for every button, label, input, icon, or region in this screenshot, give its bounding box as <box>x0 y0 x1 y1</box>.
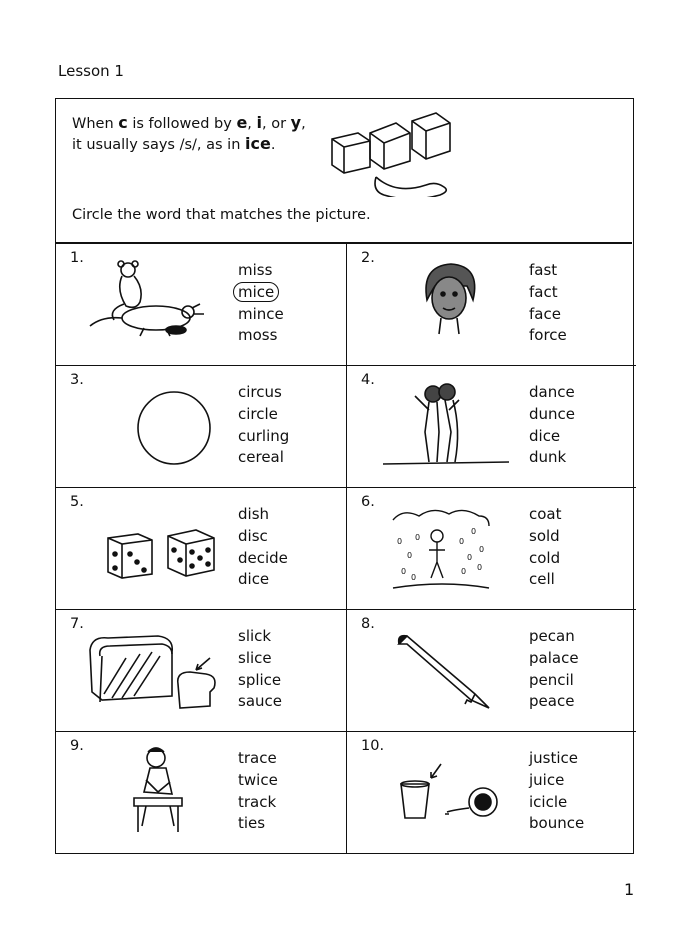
word-option[interactable]: slick <box>238 627 272 645</box>
word-choices <box>529 260 567 347</box>
rule-text: When <box>72 116 119 132</box>
dancers-icon <box>383 380 513 474</box>
word-choices <box>238 626 282 713</box>
exercise-item-4 <box>346 366 636 488</box>
word-option[interactable]: track <box>238 792 277 811</box>
word-option[interactable]: dunk <box>529 448 567 467</box>
word-option[interactable]: fact <box>529 282 558 301</box>
word-option[interactable]: sauce <box>238 692 282 711</box>
rule-box <box>56 99 632 244</box>
svg-text:0: 0 <box>415 533 421 542</box>
word-choices <box>529 626 579 713</box>
rule-letter-i: i <box>256 113 262 132</box>
word-option[interactable]: icicle <box>529 792 568 811</box>
word-option[interactable]: miss <box>238 261 273 279</box>
svg-text:0: 0 <box>397 537 403 546</box>
word-option[interactable]: dish <box>238 505 270 523</box>
word-option[interactable]: bounce <box>529 814 585 833</box>
word-option[interactable]: force <box>529 326 567 345</box>
rule-letter-c: c <box>118 113 128 132</box>
svg-text:0: 0 <box>467 553 473 562</box>
word-choices <box>238 382 289 469</box>
rule-text: , <box>301 116 306 132</box>
phonics-rule <box>72 113 362 155</box>
word-option[interactable]: palace <box>529 648 579 667</box>
rule-example-ice: ice <box>245 134 271 153</box>
word-option[interactable]: mince <box>238 304 284 323</box>
juice-glass-icon <box>395 760 505 834</box>
cold-rain-icon <box>387 504 497 598</box>
rule-letter-y: y <box>290 113 302 132</box>
word-option-circled[interactable]: mice <box>233 282 279 302</box>
word-choices <box>529 504 562 591</box>
face-icon <box>419 260 479 344</box>
twice-boy-icon <box>126 744 196 843</box>
item-number: 1. <box>70 250 84 266</box>
word-choices <box>529 382 575 469</box>
word-option[interactable]: cold <box>529 548 561 567</box>
item-number: 7. <box>70 616 84 632</box>
exercise-item-6 <box>346 488 636 610</box>
word-option[interactable]: curling <box>238 426 290 445</box>
word-option[interactable]: twice <box>238 770 278 789</box>
word-option[interactable]: sold <box>529 526 560 545</box>
dice-icon <box>104 526 224 590</box>
lesson-title: Lesson 1 <box>58 62 124 80</box>
bread-slice-icon <box>82 630 232 724</box>
item-number: 2. <box>361 250 375 266</box>
pencil-icon <box>393 634 493 718</box>
word-option[interactable]: dice <box>238 570 270 589</box>
worksheet <box>55 98 634 854</box>
word-option[interactable]: splice <box>238 670 282 689</box>
exercise-item-7 <box>56 610 346 732</box>
svg-text:0: 0 <box>477 563 483 572</box>
word-option[interactable]: dice <box>529 426 561 445</box>
item-number: 9. <box>70 738 84 754</box>
svg-text:0: 0 <box>411 573 417 582</box>
word-option[interactable]: juice <box>529 770 565 789</box>
page-number: 1 <box>624 880 635 899</box>
item-number: 5. <box>70 494 84 510</box>
exercise-item-8 <box>346 610 636 732</box>
word-option[interactable]: dance <box>529 383 575 401</box>
item-number: 3. <box>70 372 84 388</box>
ice-cubes-icon <box>326 107 466 201</box>
exercise-item-2 <box>346 244 636 366</box>
svg-text:0: 0 <box>401 567 407 576</box>
word-option[interactable]: decide <box>238 548 288 567</box>
exercise-item-9 <box>56 732 346 853</box>
word-option[interactable]: dunce <box>529 404 576 423</box>
svg-text:0: 0 <box>461 567 467 576</box>
exercise-grid <box>56 244 632 853</box>
word-option[interactable]: pencil <box>529 670 574 689</box>
rule-text: . <box>270 137 276 153</box>
exercise-item-10 <box>346 732 636 853</box>
word-option[interactable]: face <box>529 304 561 323</box>
word-option[interactable]: circus <box>238 383 282 401</box>
word-option[interactable]: peace <box>529 692 575 711</box>
exercise-item-3 <box>56 366 346 488</box>
word-option[interactable]: slice <box>238 648 272 667</box>
item-number: 8. <box>361 616 375 632</box>
circle-icon <box>134 388 214 472</box>
exercise-item-5 <box>56 488 346 610</box>
word-option[interactable]: moss <box>238 326 278 345</box>
svg-text:0: 0 <box>407 551 413 560</box>
word-option[interactable]: ties <box>238 814 266 833</box>
item-number: 10. <box>361 738 385 754</box>
word-option[interactable]: cell <box>529 570 555 589</box>
mice-icon <box>84 258 214 352</box>
word-option[interactable]: fast <box>529 261 558 279</box>
instructions: Circle the word that matches the picture. <box>72 207 371 223</box>
rule-text: is followed by <box>127 116 237 132</box>
word-option[interactable]: circle <box>238 404 278 423</box>
word-choices <box>238 504 288 591</box>
rule-text: , <box>247 116 257 132</box>
svg-text:0: 0 <box>459 537 465 546</box>
rule-letter-e: e <box>236 113 248 132</box>
rule-text: it usually says /s/, as in <box>72 137 245 153</box>
rule-text: , or <box>262 116 291 132</box>
svg-text:0: 0 <box>471 527 477 536</box>
exercise-item-1 <box>56 244 346 366</box>
item-number: 4. <box>361 372 375 388</box>
word-option[interactable]: cereal <box>238 448 284 467</box>
word-option[interactable]: trace <box>238 749 277 767</box>
word-option[interactable]: coat <box>529 505 562 523</box>
svg-text:0: 0 <box>479 545 485 554</box>
word-option[interactable]: disc <box>238 526 268 545</box>
item-number: 6. <box>361 494 375 510</box>
word-option[interactable]: pecan <box>529 627 575 645</box>
word-choices <box>238 748 278 835</box>
word-choices <box>238 260 284 347</box>
word-choices <box>529 748 584 835</box>
word-option[interactable]: justice <box>529 749 579 767</box>
